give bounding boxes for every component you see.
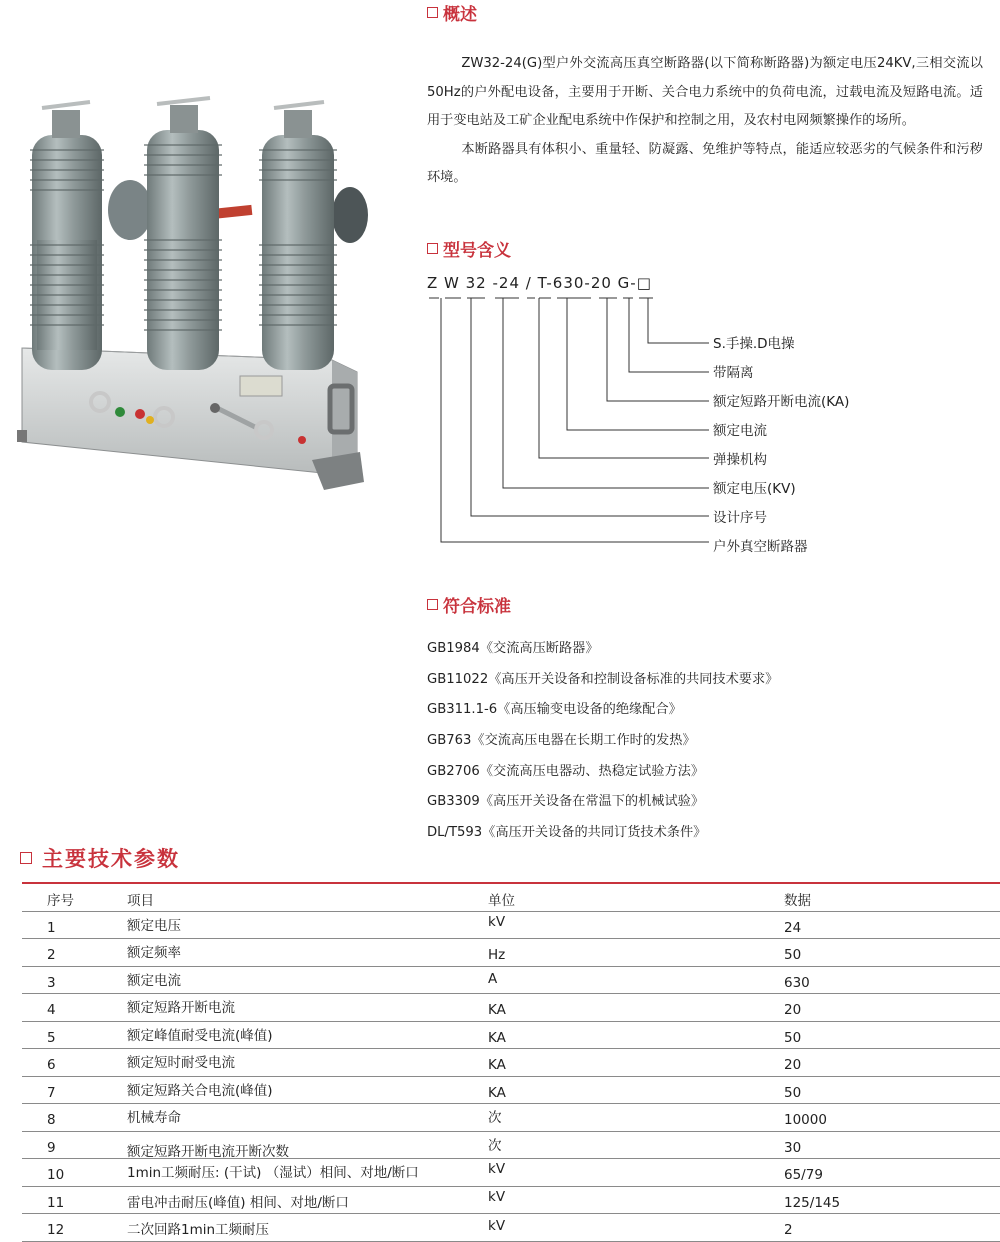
overview-heading-text: 概述 [443, 5, 477, 25]
cell-item: 额定短路关合电流(峰值) [127, 1082, 273, 1099]
cell-no: 5 [47, 1029, 56, 1046]
cell-unit: kV [488, 1188, 506, 1205]
cell-item: 二次回路1min工频耐压 [127, 1222, 270, 1238]
model-label: 带隔离 [713, 365, 754, 381]
model-label: S.手操.D电操 [713, 336, 795, 352]
cell-data: 125/145 [784, 1194, 841, 1211]
cell-no: 4 [47, 1002, 56, 1018]
header-item: 项目 [127, 893, 154, 909]
cell-no: 7 [47, 1084, 56, 1101]
table-row [22, 912, 1000, 940]
table-row [22, 1159, 1000, 1187]
cell-no: 6 [47, 1057, 56, 1073]
checkbox-square-icon [427, 599, 438, 610]
cell-unit: A [488, 970, 498, 987]
cell-data: 2 [784, 1222, 793, 1238]
cell-item: 额定短路开断电流 [127, 1000, 235, 1016]
cell-no: 10 [47, 1167, 65, 1183]
overview-text [427, 50, 983, 193]
model-label: 弹操机构 [713, 452, 767, 468]
table-row [22, 1077, 1000, 1105]
standard-item: GB2706《交流高压电器动、热稳定试验方法》 [427, 763, 705, 779]
cell-unit: 次 [488, 1137, 502, 1154]
circuit-breaker-image [12, 90, 372, 500]
cell-unit: kV [488, 1161, 506, 1177]
cell-item: 额定频率 [127, 945, 181, 961]
header-unit: 单位 [488, 893, 515, 909]
checkbox-square-icon [427, 243, 438, 254]
standard-item: GB311.1-6《高压输变电设备的绝缘配合》 [427, 702, 682, 718]
cell-no: 12 [47, 1222, 65, 1238]
cell-item: 额定电压 [127, 917, 181, 934]
model-code: Z W 32 -24 / T-630-20 G-□ [427, 274, 652, 292]
standards-heading [427, 592, 511, 617]
table-row [22, 994, 1000, 1022]
cell-no: 8 [47, 1112, 56, 1128]
table-row [22, 1214, 1000, 1242]
params-heading [20, 843, 180, 873]
standard-item: DL/T593《高压开关设备的共同订货技术条件》 [427, 825, 707, 841]
cell-unit: KA [488, 1084, 506, 1101]
cell-item: 雷电冲击耐压(峰值) 相间、对地/断口 [127, 1194, 349, 1211]
model-label: 额定电压(KV) [713, 481, 796, 497]
cell-data: 630 [784, 974, 810, 991]
cell-no: 11 [47, 1194, 65, 1211]
cell-no: 2 [47, 947, 56, 963]
cell-unit: KA [488, 1002, 506, 1018]
cell-data: 10000 [784, 1112, 827, 1128]
standard-item: GB3309《高压开关设备在常温下的机械试验》 [427, 794, 705, 810]
table-row [22, 1049, 1000, 1077]
table-header-row [22, 884, 1000, 912]
table-row [22, 939, 1000, 967]
cell-unit: KA [488, 1057, 506, 1073]
cell-no: 1 [47, 919, 56, 936]
table-row [22, 1132, 1000, 1160]
cell-item: 额定电流 [127, 972, 181, 989]
cell-data: 50 [784, 1029, 802, 1046]
cell-unit: 次 [488, 1110, 502, 1126]
cell-item: 机械寿命 [127, 1110, 181, 1126]
cell-unit: kV [488, 1218, 506, 1234]
cell-data: 30 [784, 1139, 802, 1156]
standard-item: GB763《交流高压电器在长期工作时的发热》 [427, 733, 696, 749]
cell-item: 额定短时耐受电流 [127, 1055, 235, 1071]
model-label: 额定短路开断电流(KA) [713, 394, 850, 410]
table-row [22, 1104, 1000, 1132]
checkbox-square-icon [427, 7, 438, 18]
cell-item: 额定峰值耐受电流(峰值) [127, 1027, 273, 1044]
standard-item: GB1984《交流高压断路器》 [427, 641, 599, 656]
header-data: 数据 [784, 893, 811, 909]
overview-paragraph-1: ZW32-24(G)型户外交流高压真空断路器(以下简称断路器)为额定电压24KV,三相交流以50Hz的户外配电设备，主要用于开断、关合电力系统中的负荷电流，过载电流及短路电流。适用于变电站及工矿企业配电系统中作保护和控制之用，及农村电网频繁操作的场所。 [427, 56, 983, 128]
cell-no: 3 [47, 974, 56, 991]
cell-unit: kV [488, 913, 506, 930]
overview-heading [427, 0, 477, 25]
params-heading-text: 主要技术参数 [42, 847, 180, 871]
table-row [22, 1187, 1000, 1215]
cell-unit: KA [488, 1029, 506, 1046]
model-heading-text: 型号含义 [443, 241, 511, 261]
cell-no: 9 [47, 1139, 56, 1156]
table-row [22, 967, 1000, 995]
model-heading [427, 236, 511, 261]
cell-data: 50 [784, 1084, 802, 1101]
model-labels [713, 330, 849, 562]
cell-item: 1min工频耐压: (干试) （湿试）相间、对地/断口 [127, 1165, 419, 1181]
standards-heading-text: 符合标准 [443, 597, 511, 617]
standards-list [427, 634, 778, 849]
cell-item: 额定短路开断电流开断次数 [127, 1143, 289, 1160]
cell-data: 20 [784, 1057, 802, 1073]
model-label: 额定电流 [713, 423, 767, 439]
model-label: 设计序号 [713, 510, 767, 526]
table-row [22, 1022, 1000, 1050]
overview-paragraph-2: 本断路器具有体积小、重量轻、防凝露、免维护等特点，能适应较恶劣的气候条件和污秽环境。 [427, 141, 983, 185]
model-label: 户外真空断路器 [713, 539, 808, 555]
cell-data: 24 [784, 919, 802, 936]
checkbox-square-icon [20, 852, 32, 864]
cell-data: 50 [784, 947, 802, 963]
cell-data: 65/79 [784, 1167, 823, 1183]
cell-data: 20 [784, 1002, 802, 1018]
header-no: 序号 [47, 893, 74, 909]
standard-item: GB11022《高压开关设备和控制设备标准的共同技术要求》 [427, 671, 779, 687]
cell-unit: Hz [488, 947, 506, 963]
